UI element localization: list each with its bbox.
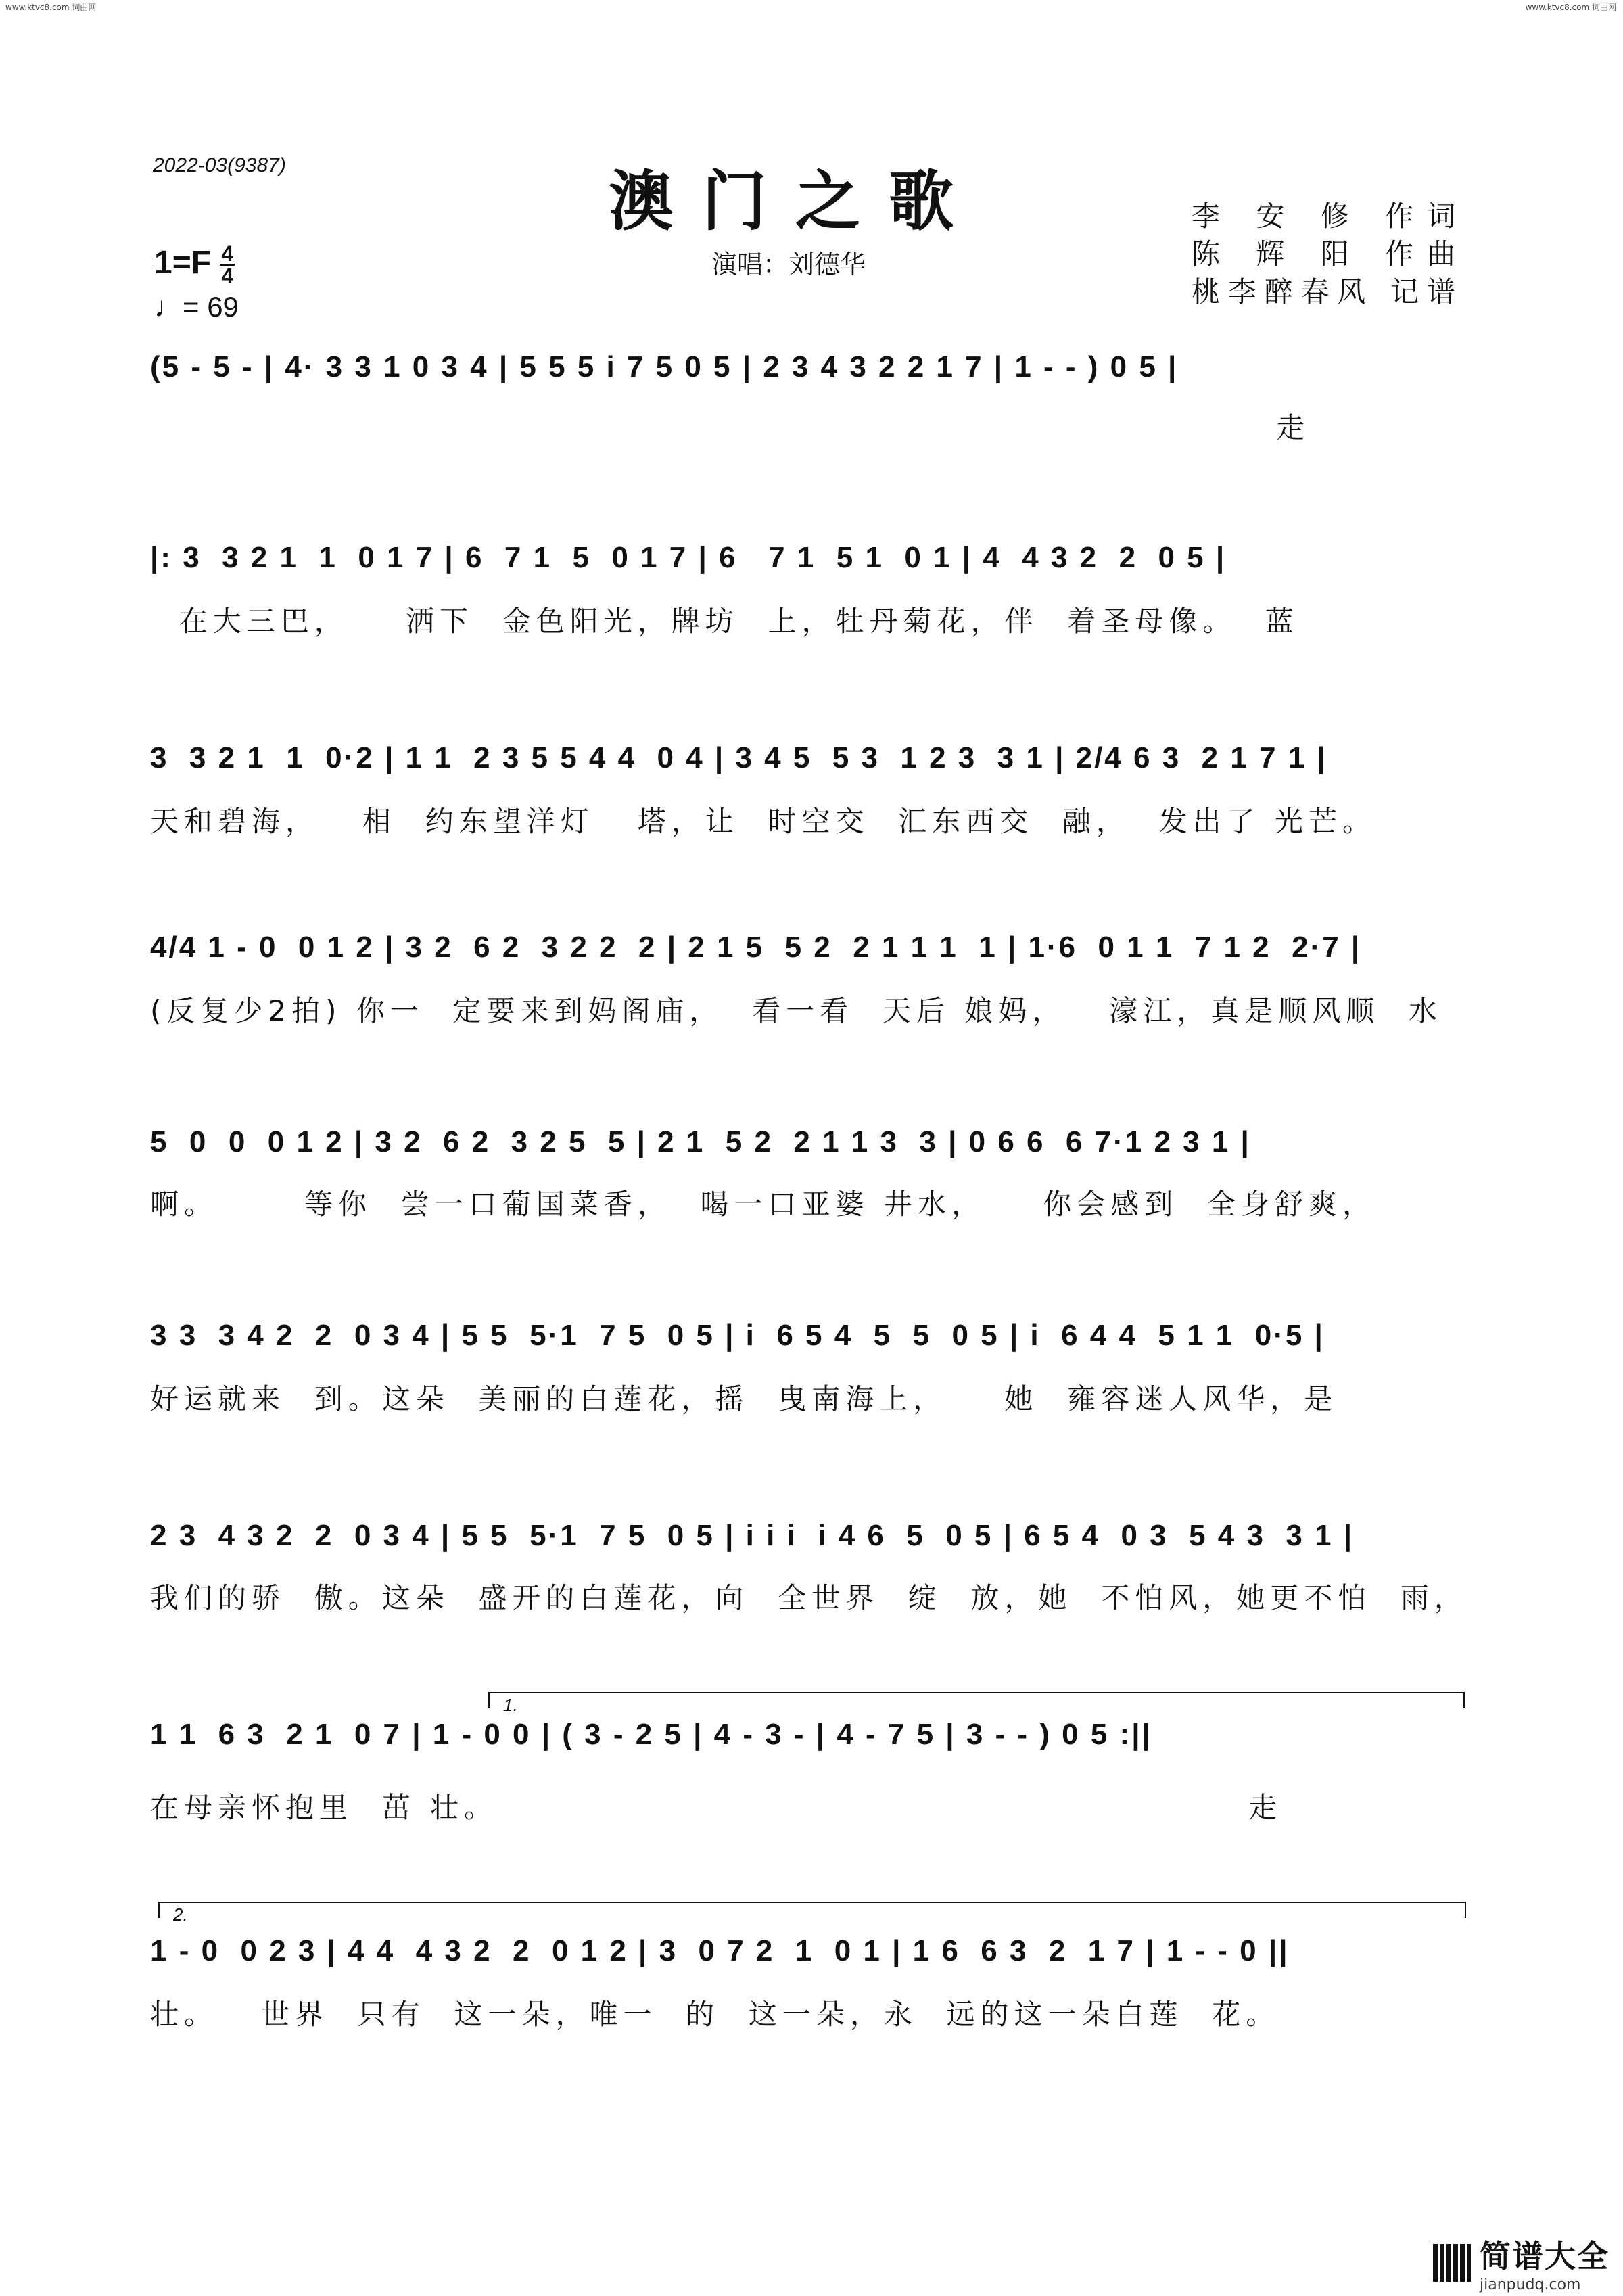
- time-numerator: 4: [221, 241, 234, 266]
- brand-logo: [1433, 2232, 1609, 2293]
- volta-second-label: 2.: [173, 1904, 188, 1925]
- page-title: 澳门之歌: [609, 163, 982, 239]
- key-label: 1=F: [154, 245, 212, 281]
- lyrics-line-7: 我们的骄 傲。这朵 盛开的白莲花，向 全世界 绽 放，她 不怕风，她更不怕 雨，: [150, 1581, 1468, 1614]
- lyrics-line-5: 啊。 等你 尝一口葡国菜香， 喝一口亚婆 井水， 你会感到 全身舒爽，: [150, 1188, 1376, 1221]
- tempo: ♩= 69: [154, 291, 239, 323]
- volta-second: [158, 1902, 1466, 1925]
- notes-line-8: 1 1 6 3 2 1 0 7 | 1 - 0 0 | ( 3 - 2 5 | 4 - 3 - | 4 - 7 5 | 3 - - ) 0 5 :||: [150, 1718, 1152, 1751]
- notes-line-5: 5 0 0 0 1 2 | 3 2 6 2 3 2 5 5 | 2 1 5 2 2 1 1 3 3 | 0 6 6 6 7·1 2 3 1 |: [150, 1125, 1251, 1158]
- notes-line-2: |: 3 3 2 1 1 0 1 7 | 6 7 1 5 0 1 7 | 6 7 1 5 1 0 1 | 4 4 3 2 2 0 5 |: [150, 541, 1227, 574]
- lyrics-line-9: 壮。 世界 只有 这一朵，唯一 的 这一朵，永 远的这一朵白莲 花。: [150, 1998, 1280, 2031]
- time-signature: [220, 243, 235, 286]
- notes-line-3: 3 3 2 1 1 0·2 | 1 1 2 3 5 5 4 4 0 4 | 3 4 5 5 3 1 2 3 3 1 | 2/4 6 3 2 1 7 1 |: [150, 741, 1327, 774]
- score-code: 2022-03(9387): [153, 154, 286, 177]
- notes-line-6: 3 3 3 4 2 2 0 3 4 | 5 5 5·1 7 5 0 5 | i 6 5 4 5 5 0 5 | i 6 4 4 5 1 1 0·5 |: [150, 1319, 1325, 1352]
- notes-line-7: 2 3 4 3 2 2 0 3 4 | 5 5 5·1 7 5 0 5 | i i i i 4 6 5 0 5 | 6 5 4 0 3 5 4 3 3 1 |: [150, 1519, 1355, 1552]
- site-watermark-left: www.ktvc8.com 词曲网: [5, 3, 97, 12]
- lyricist: 李 安 修 作词: [1192, 200, 1455, 233]
- time-denominator: 4: [221, 264, 234, 288]
- key-signature: [154, 243, 235, 286]
- lyrics-line-1: 走: [150, 411, 1311, 444]
- logo-url: jianpudq.com: [1480, 2276, 1581, 2293]
- notes-line-4: 4/4 1 - 0 0 1 2 | 3 2 6 2 3 2 2 2 | 2 1 5 5 2 2 1 1 1 1 | 1·6 0 1 1 7 1 2 2·7 |: [150, 931, 1362, 964]
- volta-first-label: 1.: [503, 1695, 518, 1715]
- lyrics-line-6: 好运就来 到。这朵 美丽的白莲花，摇 曳南海上， 她 雍容迷人风华，是: [150, 1382, 1338, 1415]
- volta-first: [488, 1692, 1465, 1715]
- logo-text: 简谱大全: [1480, 2238, 1609, 2274]
- lyrics-line-2: 在大三巴， 洒下 金色阳光，牌坊 上，牡丹菊花，伴 着圣母像。 蓝: [150, 605, 1299, 638]
- piano-icon: [1433, 2244, 1471, 2282]
- singer: 演唱：刘德华: [711, 250, 866, 279]
- credits: [1192, 197, 1455, 311]
- transcriber: 桃李醉春风 记谱: [1192, 275, 1455, 308]
- notes-line-9: 1 - 0 0 2 3 | 4 4 4 3 2 2 0 1 2 | 3 0 7 2 1 0 1 | 1 6 6 3 2 1 7 | 1 - - 0 ||: [150, 1934, 1290, 1967]
- composer: 陈 辉 阳 作曲: [1192, 237, 1455, 271]
- site-watermark-right: www.ktvc8.com 词曲网: [1525, 3, 1616, 12]
- lyrics-line-4: (反复少2拍) 你一 定要来到妈阁庙， 看一看 天后 娘妈， 濠江，真是顺风顺 水: [150, 994, 1443, 1027]
- lyrics-line-8: 在母亲怀抱里 茁 壮。 走: [150, 1791, 1283, 1824]
- notes-line-1: (5 - 5 - | 4· 3 3 1 0 3 4 | 5 5 5 i 7 5 0 5 | 2 3 4 3 2 2 1 7 | 1 - - ) 0 5 |: [150, 350, 1179, 383]
- lyrics-line-3: 天和碧海， 相 约东望洋灯 塔，让 时空交 汇东西交 融， 发出了 光芒。: [150, 805, 1376, 838]
